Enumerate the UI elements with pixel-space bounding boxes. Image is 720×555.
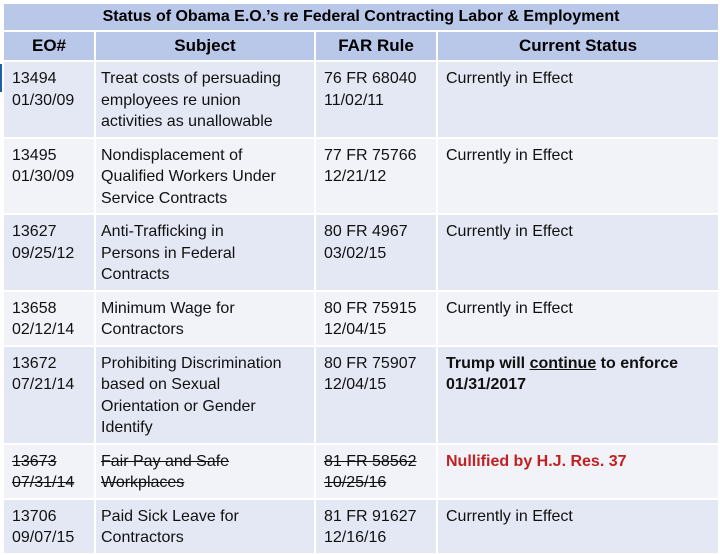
eo-cell — [3, 346, 95, 444]
eo-cell — [3, 214, 95, 291]
eo-date: 02/12/14 — [12, 321, 75, 338]
subject-cell — [95, 214, 315, 291]
far-date: 12/21/12 — [324, 168, 387, 185]
status-text-part: Trump will — [446, 354, 530, 372]
eo-cell — [3, 291, 95, 346]
far-date: 11/02/11 — [324, 91, 384, 109]
subject-line: Contracts — [101, 266, 170, 283]
eo-number: 13494 — [12, 70, 57, 87]
column-header-status: Current Status — [437, 31, 719, 61]
subject-line: Persons in Federal — [101, 244, 236, 262]
subject-line: Workplaces — [101, 474, 185, 491]
status-emphasis: continue — [529, 354, 597, 372]
subject-cell — [95, 499, 315, 554]
table-title: Status of Obama E.O.’s re Federal Contracting Labor & Employment — [3, 3, 719, 31]
subject-line: Qualified Workers Under — [101, 168, 276, 185]
table-row — [3, 499, 719, 554]
eo-date: 09/07/15 — [12, 529, 75, 546]
subject-cell — [95, 291, 315, 346]
subject-line: Nondisplacement of — [101, 146, 243, 164]
status-cell — [437, 444, 719, 499]
subject-line: Contractors — [101, 321, 184, 338]
far-rule: 81 FR 91627 — [324, 507, 417, 525]
eo-number: 13672 — [12, 354, 57, 372]
subject-line: activities as unallowable — [101, 113, 273, 130]
status-text: Currently in Effect — [446, 507, 573, 525]
subject-cell — [95, 61, 315, 138]
column-header-eo: EO# — [3, 31, 95, 61]
subject-line: Prohibiting Discrimination — [101, 354, 282, 372]
far-rule: 77 FR 75766 — [324, 146, 417, 164]
far-rule: 80 FR 4967 — [324, 223, 408, 240]
status-text: Nullified by H.J. Res. 37 — [446, 452, 627, 470]
eo-number: 13706 — [12, 507, 57, 525]
eo-date: 01/30/09 — [12, 91, 75, 109]
far-date: 10/25/16 — [324, 474, 387, 491]
eo-number: 13495 — [12, 146, 57, 164]
table-row — [3, 138, 719, 215]
far-date: 12/04/15 — [324, 376, 387, 393]
subject-line: Orientation or Gender — [101, 397, 256, 415]
status-cell — [437, 499, 719, 554]
eo-cell — [3, 138, 95, 215]
status-cell — [437, 291, 719, 346]
status-cell — [437, 346, 719, 444]
subject-line: Treat costs of persuading — [101, 70, 281, 87]
far-date: 12/16/16 — [324, 529, 387, 546]
status-cell — [437, 138, 719, 215]
subject-line: employees re union — [101, 91, 241, 109]
eo-cell — [3, 444, 95, 499]
status-text — [446, 353, 712, 375]
far-date: 03/02/15 — [324, 244, 387, 262]
eo-date: 07/21/14 — [12, 376, 75, 393]
far-rule: 76 FR 68040 — [324, 70, 417, 87]
subject-line: Anti-Trafficking in — [101, 223, 224, 240]
eo-date: 09/25/12 — [12, 244, 75, 262]
table-row — [3, 61, 719, 138]
far-rule-cell — [315, 346, 437, 444]
subject-line: Identify — [101, 419, 153, 436]
subject-line: based on Sexual — [101, 376, 221, 393]
subject-line: Minimum Wage for — [101, 299, 235, 317]
eo-number: 13627 — [12, 223, 57, 240]
status-text-part: to enforce — [596, 354, 679, 372]
table-row — [3, 444, 719, 499]
far-rule: 81 FR 58562 — [324, 452, 417, 470]
far-date: 12/04/15 — [324, 321, 387, 338]
subject-line: Fair Pay and Safe — [101, 452, 230, 470]
subject-cell — [95, 444, 315, 499]
far-rule: 80 FR 75907 — [324, 354, 417, 372]
eo-status-table — [2, 2, 720, 555]
far-rule-cell — [315, 138, 437, 215]
subject-line: Contractors — [101, 529, 184, 546]
table-row — [3, 346, 719, 444]
eo-number: 13673 — [12, 452, 57, 470]
status-text: Currently in Effect — [446, 70, 573, 87]
status-date: 01/31/2017 — [446, 376, 527, 393]
table-row — [3, 214, 719, 291]
far-rule: 80 FR 75915 — [324, 299, 417, 317]
far-rule-cell — [315, 291, 437, 346]
eo-date: 01/30/09 — [12, 168, 75, 185]
eo-number: 13658 — [12, 299, 57, 317]
far-rule-cell — [315, 499, 437, 554]
eo-cell — [3, 499, 95, 554]
status-text: Currently in Effect — [446, 223, 573, 240]
eo-date: 07/31/14 — [12, 474, 75, 491]
subject-cell — [95, 346, 315, 444]
subject-cell — [95, 138, 315, 215]
far-rule-cell — [315, 444, 437, 499]
subject-line: Paid Sick Leave for — [101, 507, 239, 525]
far-rule-cell — [315, 214, 437, 291]
status-text: Currently in Effect — [446, 299, 573, 317]
subject-line: Service Contracts — [101, 189, 228, 207]
eo-cell — [3, 61, 95, 138]
column-header-subject: Subject — [95, 31, 315, 61]
column-header-far-rule: FAR Rule — [315, 31, 437, 61]
status-text: Currently in Effect — [446, 146, 573, 164]
status-cell — [437, 214, 719, 291]
status-cell — [437, 61, 719, 138]
table-row — [3, 291, 719, 346]
far-rule-cell — [315, 61, 437, 138]
